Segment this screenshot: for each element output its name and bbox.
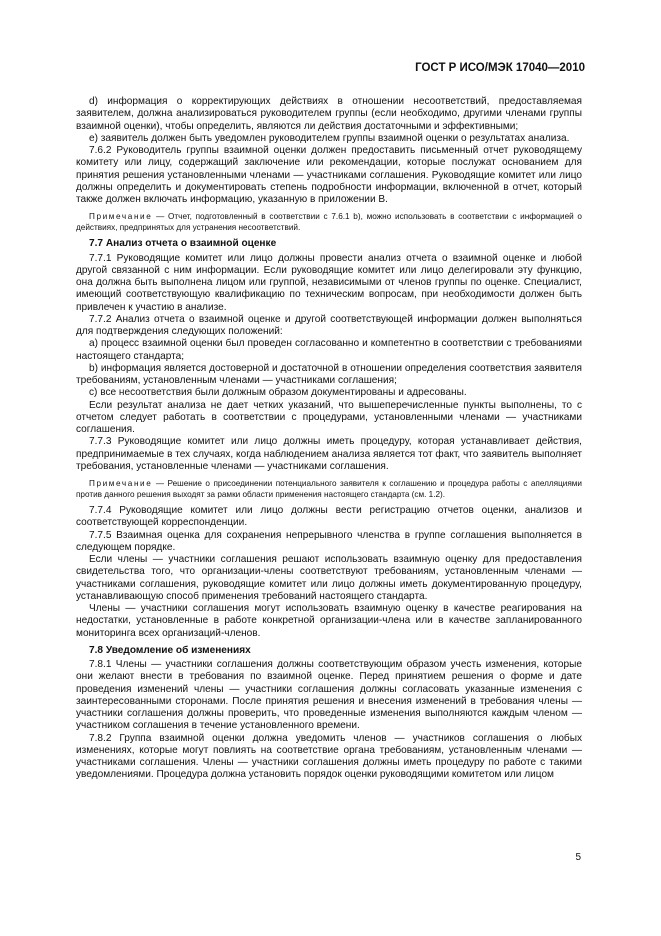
paragraph: 7.7.1 Руководящие комитет или лицо должны провести анализ отчета о взаимной оценке и любой другой связанной с ним информации. Если руководящие комитет или лицо делегировали эту функцию, она должна быть выполнена лицом или группой, независимыми от членов группы по оценке. Специалист, имеющий соответствующую квалификацию по техническим вопросам, при необходимости должен быть привлечен к участию в анализе.	[76, 252, 582, 313]
document-body	[76, 96, 582, 782]
section-heading: 7.8 Уведомление об изменениях	[89, 644, 251, 656]
note	[76, 211, 582, 233]
paragraph: 7.7.5 Взаимная оценка для сохранения непрерывного членства в группе соглашения выполняется в следующем порядке.	[76, 529, 582, 553]
paragraph: 7.8.2 Группа взаимной оценки должна уведомить членов — участников соглашения о любых изменениях, которые могут повлиять на соответствие органа требованиям, установленным членами — участниками соглашения. Члены — участники соглашения должны иметь процедуру по работе с такими уведомлениями. Процедура должна установить порядок оценки руководящими комитетом или лицом	[76, 732, 582, 781]
section-heading: 7.7 Анализ отчета о взаимной оценке	[89, 238, 277, 250]
page-number: 5	[575, 852, 581, 863]
note-label: Примечание	[89, 212, 153, 222]
paragraph: 7.6.2 Руководитель группы взаимной оценки должен предоставить письменный отчет руководящему комитету или лицу, содержащий заключение или рекомендации, которые послужат основанием для принятия решения установленными членами — участниками соглашения. Руководящие комитет или лицо должны определить и документировать степень подробности информации, включенной в отчет, который также должен включать информацию, указанную в приложении В.	[76, 145, 582, 205]
paragraph: 7.7.4 Руководящие комитет или лицо должны вести регистрацию отчетов оценки, анализов и соответствующей корреспонденции.	[76, 505, 582, 529]
paragraph: Члены — участники соглашения могут использовать взаимную оценку в качестве реагирования на недостатки, установленные в работе конкретной организации-члена или в качестве запланированного мониторинга всех организаций-членов.	[76, 603, 582, 639]
note	[76, 478, 582, 500]
list-item: c) все несоответствия были должным образом документированы и адресованы.	[89, 387, 467, 399]
paragraph: 7.7.2 Анализ отчета о взаимной оценке и другой соответствующей информации должен выполняться для подтверждения следующих положений:	[76, 313, 582, 337]
note-text: — Решение о присоединении потенциального заявителя к соглашению и процедура работы с апелляциями против данного решения выходят за рамки области применения настоящего стандарта (см. 1.2).	[76, 479, 582, 499]
paragraph: 7.7.3 Руководящие комитет или лицо должны иметь процедуру, которая устанавливает действия, предпринимаемые в тех случаях, когда наблюдением анализа является тот факт, что заявитель выполняет требования, установленные членами — участниками соглашения.	[76, 436, 582, 472]
list-item: b) информация является достоверной и достаточной в отношении определения соответствия заявителя требованиям, установленным членами — участниками соглашения;	[76, 362, 582, 386]
document-header: ГОСТ Р ИСО/МЭК 17040—2010	[415, 62, 585, 74]
note-text: — Отчет, подготовленный в соответствии с 7.6.1 b), можно использовать в соответствии с информацией о действиях, предпринятых для устранения несоответствий.	[76, 212, 582, 233]
paragraph: Если результат анализа не дает четких указаний, что вышеперечисленные пункты выполнены, то с отчетом следует работать в соответствии с процедурами, установленными членами — участниками соглашения.	[76, 399, 582, 435]
note-label: Примечание	[89, 479, 153, 488]
paragraph: 7.8.1 Члены — участники соглашения должны соответствующим образом учесть изменения, которые они желают внести в требования по взаимной оценке. Перед принятием решения о форме и дате проведения изменений члены — участники соглашения должны согласовать указанные изменения с заинтересованными сторонами. После принятия решения и внесения изменений в требования члены — участники соглашения должны проверить, что проведенные изменения выполняются каждым членом — участником соглашения в течение установленного времени.	[76, 659, 582, 732]
paragraph: Если члены — участники соглашения решают использовать взаимную оценку для предоставления свидетельства того, что организации-члены соответствуют требованиям, установленным членами — участниками соглашения, руководящие комитет или лицо должны иметь документированную процедуру, устанавливающую способ применения требований настоящего стандарта.	[76, 554, 582, 602]
paragraph: d) информация о корректирующих действиях в отношении несоответствий, предоставляемая заявителем, должна анализироваться руководителем группы (если необходимо, другими членами группы взаимной оценки), чтобы определить, являются ли действия достаточными и эффективными;	[76, 96, 582, 132]
list-item: a) процесс взаимной оценки был проведен согласованно и компетентно в соответствии с требованиями настоящего стандарта;	[76, 338, 582, 362]
paragraph: e) заявитель должен быть уведомлен руководителем группы взаимной оценки о результатах анализа.	[89, 132, 570, 144]
